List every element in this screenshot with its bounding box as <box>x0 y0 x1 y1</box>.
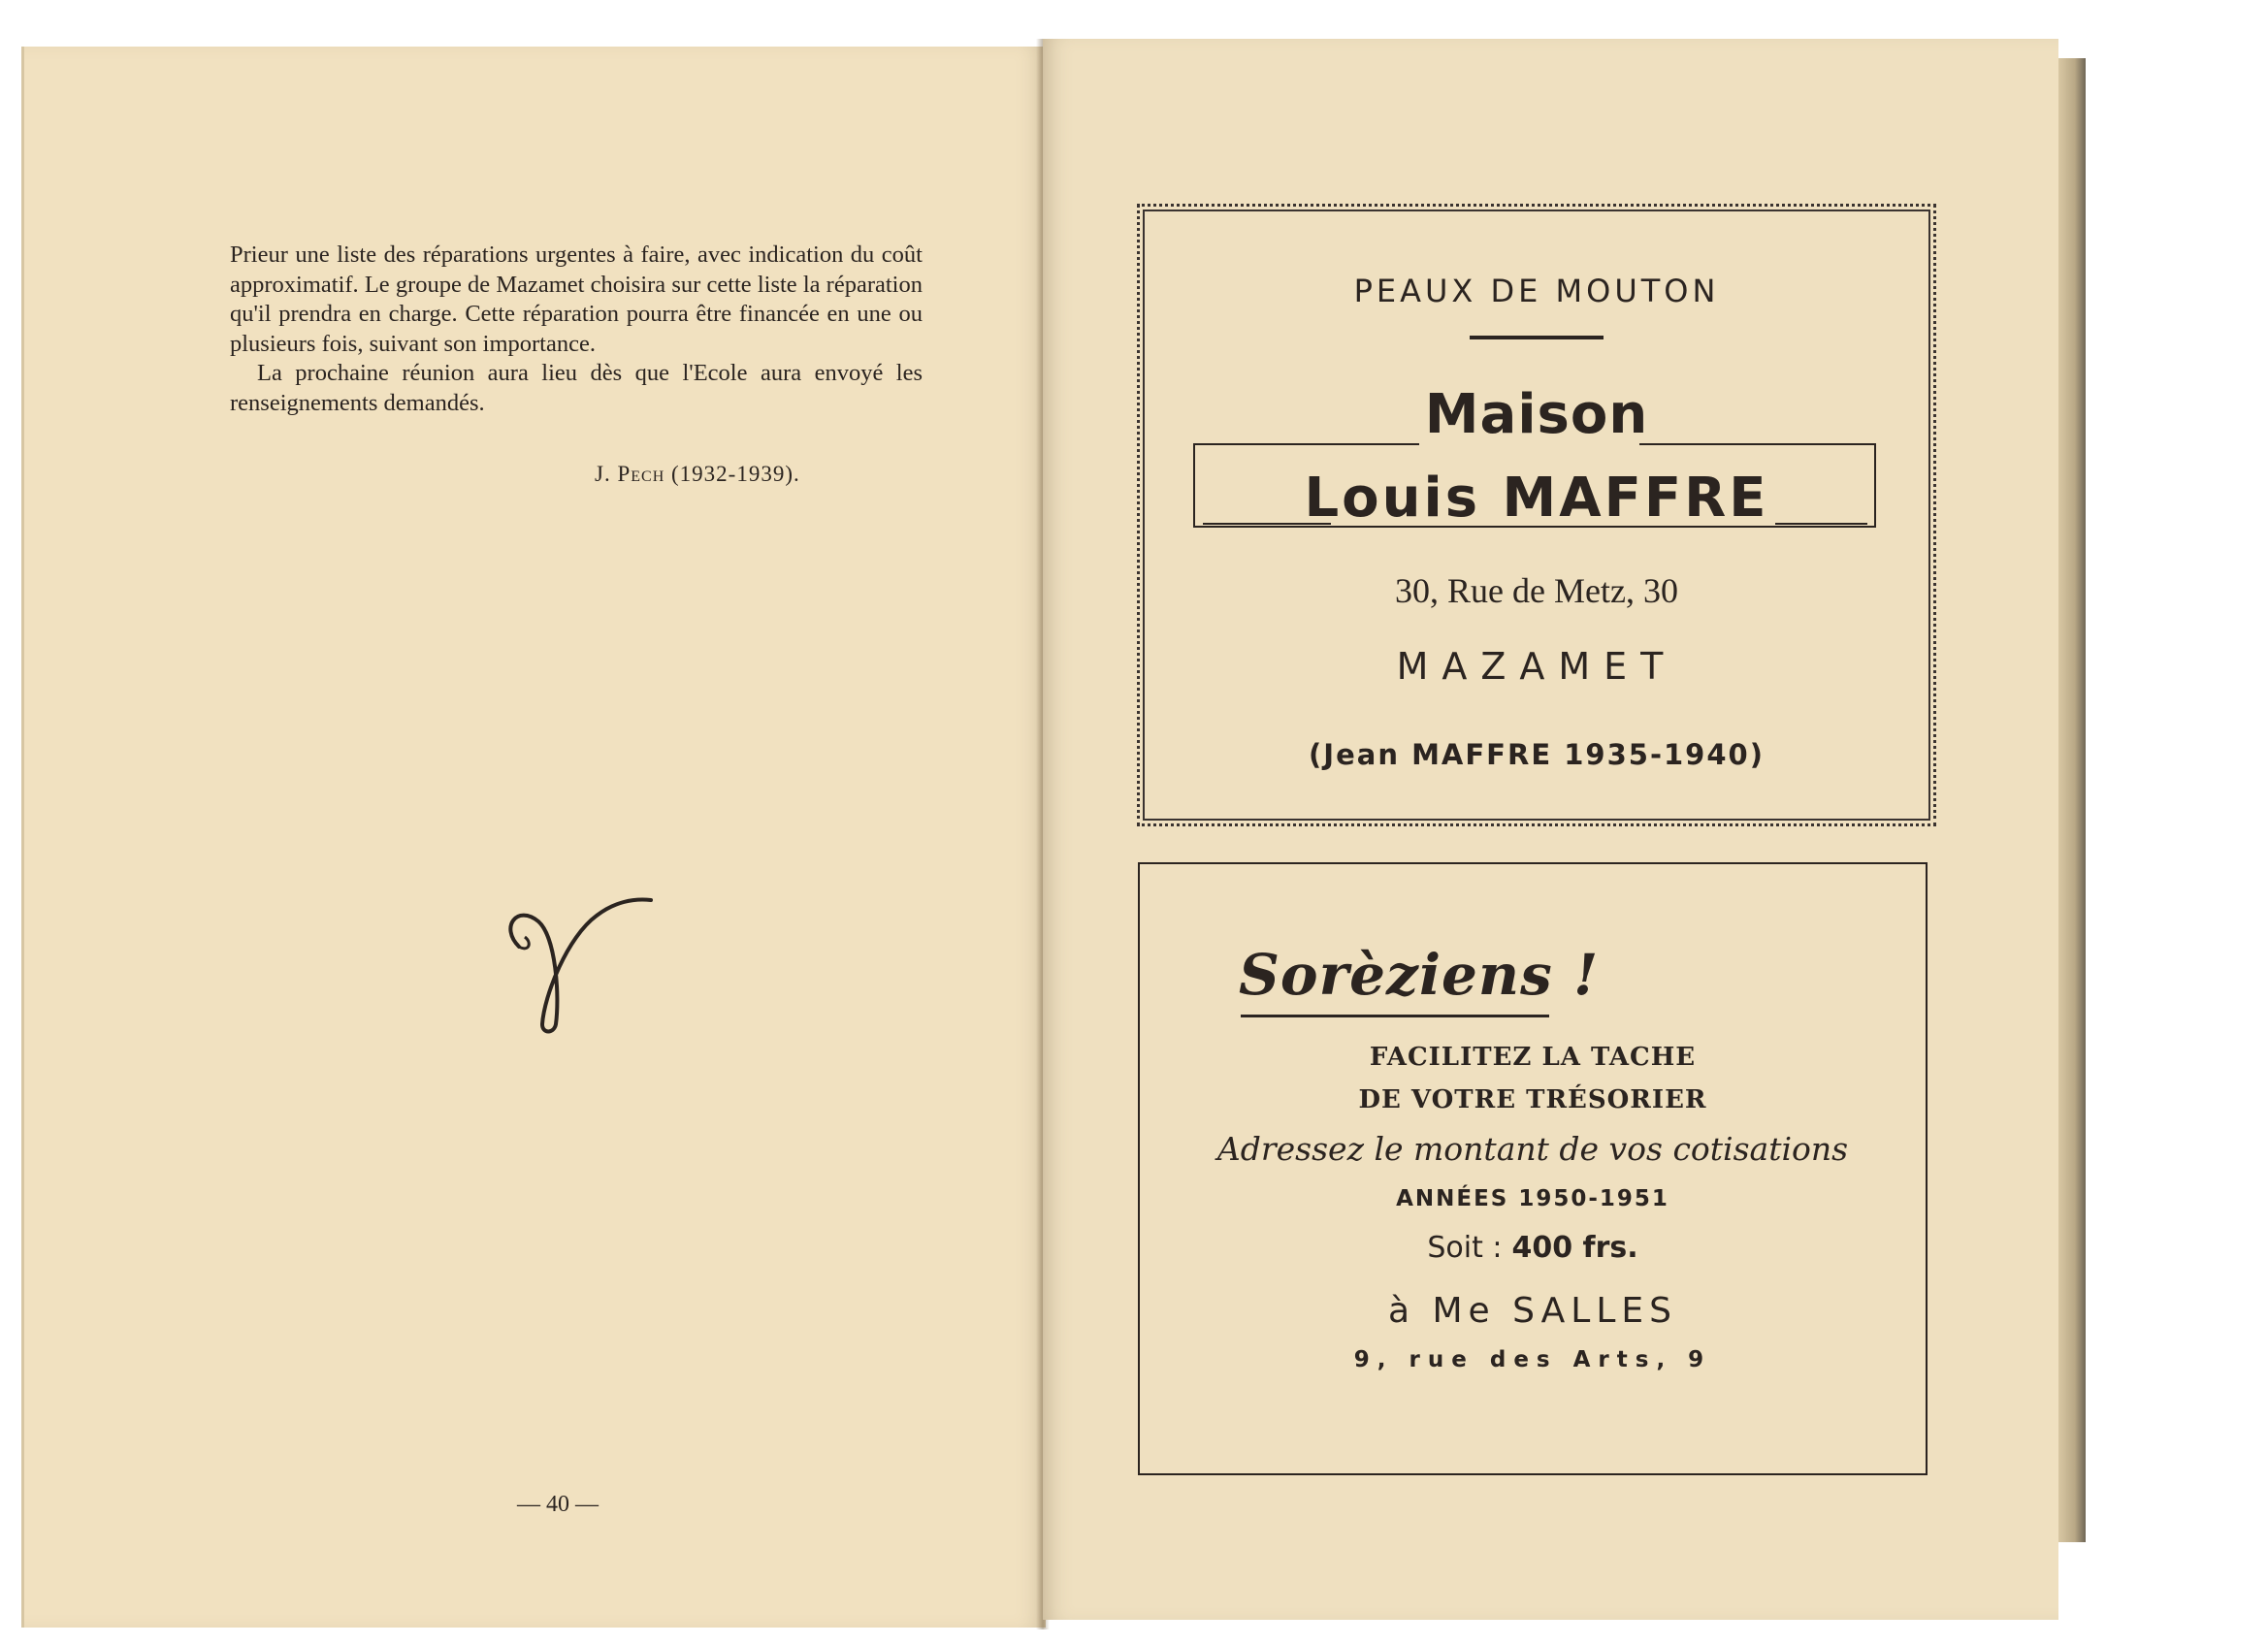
amount-label: Soit : <box>1427 1231 1503 1265</box>
advert-soreziens <box>1138 862 1928 1475</box>
signature-initial: J. <box>595 462 618 486</box>
headline: Sorèziens ! <box>1239 942 1600 1008</box>
signature-years: (1932-1939). <box>664 462 800 486</box>
city: MAZAMET <box>1396 645 1677 688</box>
paragraph-2: La prochaine réunion aura lieu dès que l'Ecole aura envoyé les renseignements demandés. <box>230 360 923 416</box>
page-number: — 40 — <box>517 1492 599 1517</box>
instruction-line: Adressez le montant de vos cotisations <box>1216 1130 1849 1168</box>
left-page-text <box>230 241 923 418</box>
left-page <box>21 47 1046 1628</box>
title-rule <box>1470 336 1604 339</box>
paragraph-1: Prieur une liste des réparations urgentes à faire, avec indication du coût approximatif. Le groupe de Mazamet choisira sur cette liste la réparation qu'il prendra en charge. Cette réparation pourra être financée en une ou plusieurs fois, suivant son importance. <box>230 242 923 357</box>
advert-title: PEAUX DE MOUTON <box>1353 273 1720 309</box>
signature-name: Pech <box>617 462 665 486</box>
owner-note: (Jean MAFFRE 1935-1940) <box>1309 738 1765 771</box>
appeal-line-2: DE VOTRE TRÉSORIER <box>1358 1085 1707 1114</box>
recipient-address: 9, rue des Arts, 9 <box>1353 1347 1712 1372</box>
advert-maffre <box>1137 204 1936 826</box>
amount-line <box>1140 1231 1926 1265</box>
ornament-v-flourish-icon <box>500 888 655 1034</box>
amount-value: 400 frs. <box>1511 1231 1638 1265</box>
headline-underline <box>1241 1015 1549 1017</box>
signature <box>595 462 800 487</box>
page-edge <box>2058 58 2086 1542</box>
business-type: Maison <box>1424 383 1649 446</box>
street-address: 30, Rue de Metz, 30 <box>1395 571 1678 610</box>
recipient: à Me SALLES <box>1387 1291 1677 1331</box>
years-line: ANNÉES 1950-1951 <box>1396 1186 1669 1211</box>
appeal-line-1: FACILITEZ LA TACHE <box>1369 1043 1697 1072</box>
business-name: Louis MAFFRE <box>1304 467 1769 530</box>
